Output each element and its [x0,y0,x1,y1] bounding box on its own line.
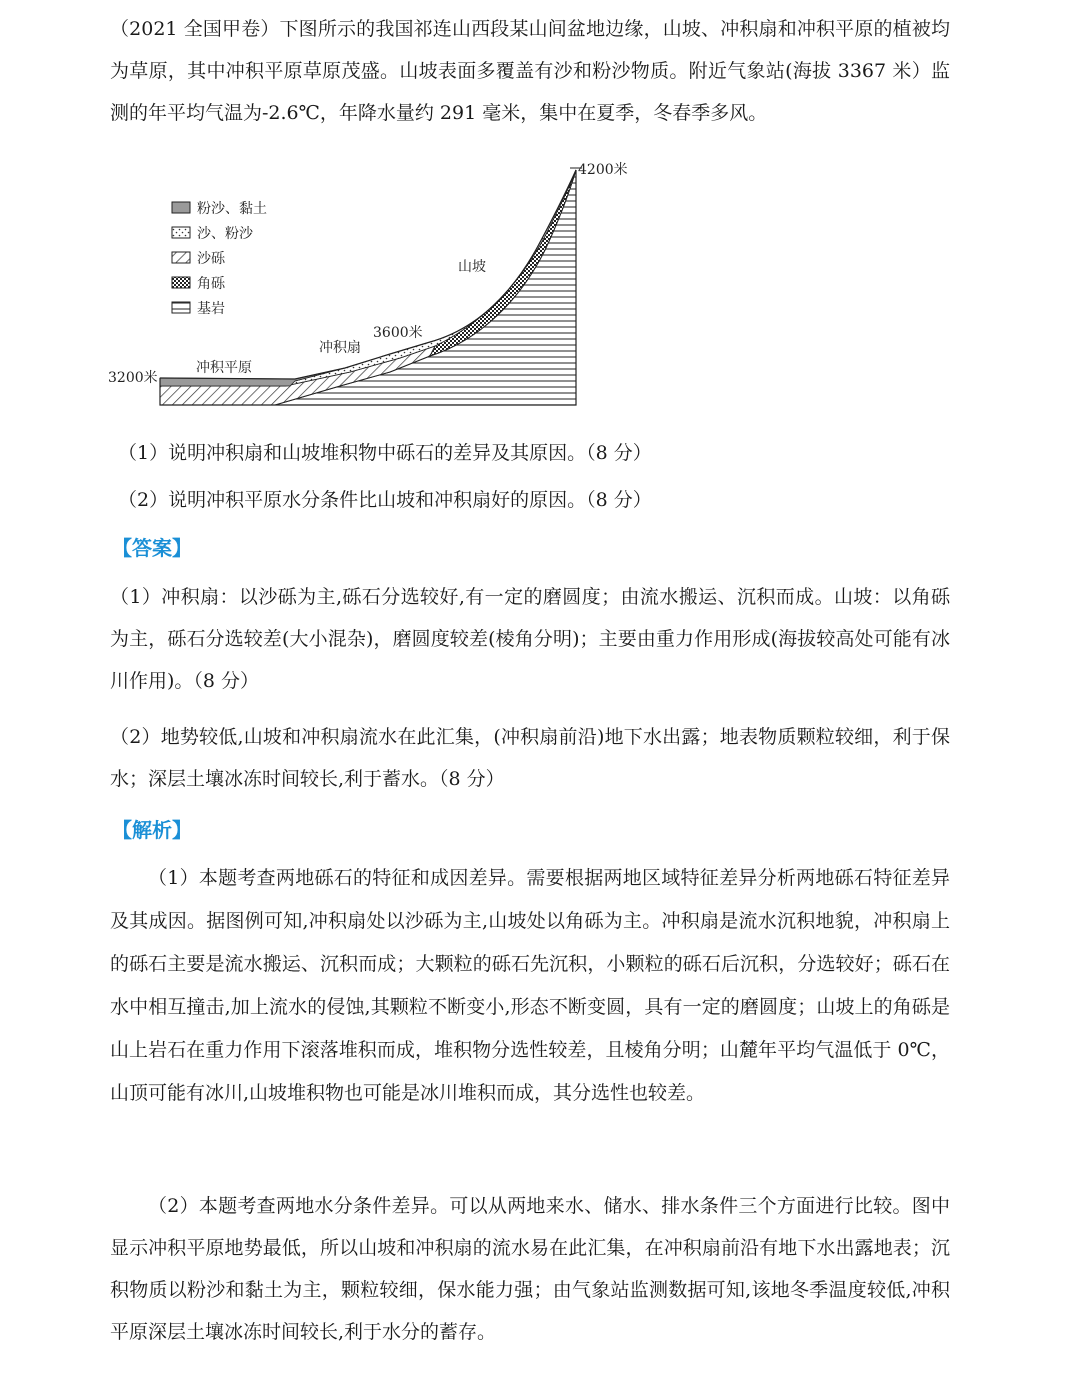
legend-swatch-silt-clay [172,202,190,213]
legend-swatch-sand-silt [172,227,190,238]
elev-base-label: 3200米 [108,370,158,386]
legend-label-silt-clay: 粉沙、黏土 [197,201,267,217]
legend-swatch-bedrock [172,302,190,313]
question-intro: （2021 全国甲卷）下图所示的我国祁连山西段某山间盆地边缘，山坡、冲积扇和冲积平原的植被均为草原，其中冲积平原草原茂盛。山坡表面多覆盖有沙和粉沙物质。附近气象站(海拔 3367 米）监测的年平均气温为-2.6℃，年降水量约 291 毫米，集中在夏季，冬春季多风。 [110,18,950,124]
legend-swatch-sand-gravel [172,252,190,263]
legend [172,200,267,317]
analysis-heading: 【解析】 [112,818,192,842]
analysis-1: （1）本题考查两地砾石的特征和成因差异。需要根据两地区域特征差异分析两地砾石特征差异及其成因。据图例可知,冲积扇处以沙砾为主,山坡处以角砾为主。冲积扇是流水沉积地貌，冲积扇上的砾石主要是流水搬运、沉积而成；大颗粒的砾石先沉积，小颗粒的砾石后沉积，分选较好；砾石在水中相互撞击,加上流水的侵蚀,其颗粒不断变小,形态不断变圆，具有一定的磨圆度；山坡上的角砾是山上岩石在重力作用下滚落堆积而成，堆积物分选性较差，且棱角分明；山麓年平均气温低于 0℃， 山顶可能有冰川,山坡堆积物也可能是冰川堆积而成，其分选性也较差。 [110,867,950,1104]
bedrock-layer [275,170,576,405]
legend-label-sand-silt: 沙、粉沙 [197,226,253,242]
legend-label-bedrock: 基岩 [197,301,225,317]
fan-label: 冲积扇 [319,340,361,356]
answer-2: （2）地势较低,山坡和冲积扇流水在此汇集，(冲积扇前沿)地下水出露；地表物质颗粒较细，利于保水；深层土壤冰冻时间较长,利于蓄水。（8 分） [110,726,950,790]
answer-1: （1）冲积扇：以沙砾为主,砾石分选较好,有一定的磨圆度；由流水搬运、沉积而成。山坡：以角砾为主，砾石分选较差(大小混杂)，磨圆度较差(棱角分明)；主要由重力作用形成(海拔较高处可能有冰川作用)。（8 分） [110,586,950,692]
plain-label: 冲积平原 [196,360,252,376]
elev-mid-label: 3600米 [373,325,423,341]
analysis-2: （2）本题考查两地水分条件差异。可以从两地来水、储水、排水条件三个方面进行比较。图中显示冲积平原地势最低，所以山坡和冲积扇的流水易在此汇集，在冲积扇前沿有地下水出露地表；沉积物质以粉沙和黏土为主，颗粒较细，保水能力强；由气象站监测数据可知,该地冬季温度较低,冲积平原深层土壤冰冻时间较长,利于水分的蓄存。 [110,1195,950,1343]
legend-label-angular-gravel: 角砾 [197,276,225,292]
legend-swatch-angular-gravel [172,277,190,288]
question-2: （2）说明冲积平原水分条件比山坡和冲积扇好的原因。（8 分） [118,489,652,511]
legend-label-sand-gravel: 沙砾 [197,251,225,267]
elev-top-label: 4200米 [578,162,628,178]
slope-label: 山坡 [458,259,486,275]
cross-section-figure [100,150,640,420]
answer-heading: 【答案】 [112,536,192,560]
question-1: （1）说明冲积扇和山坡堆积物中砾石的差异及其原因。（8 分） [118,442,652,464]
